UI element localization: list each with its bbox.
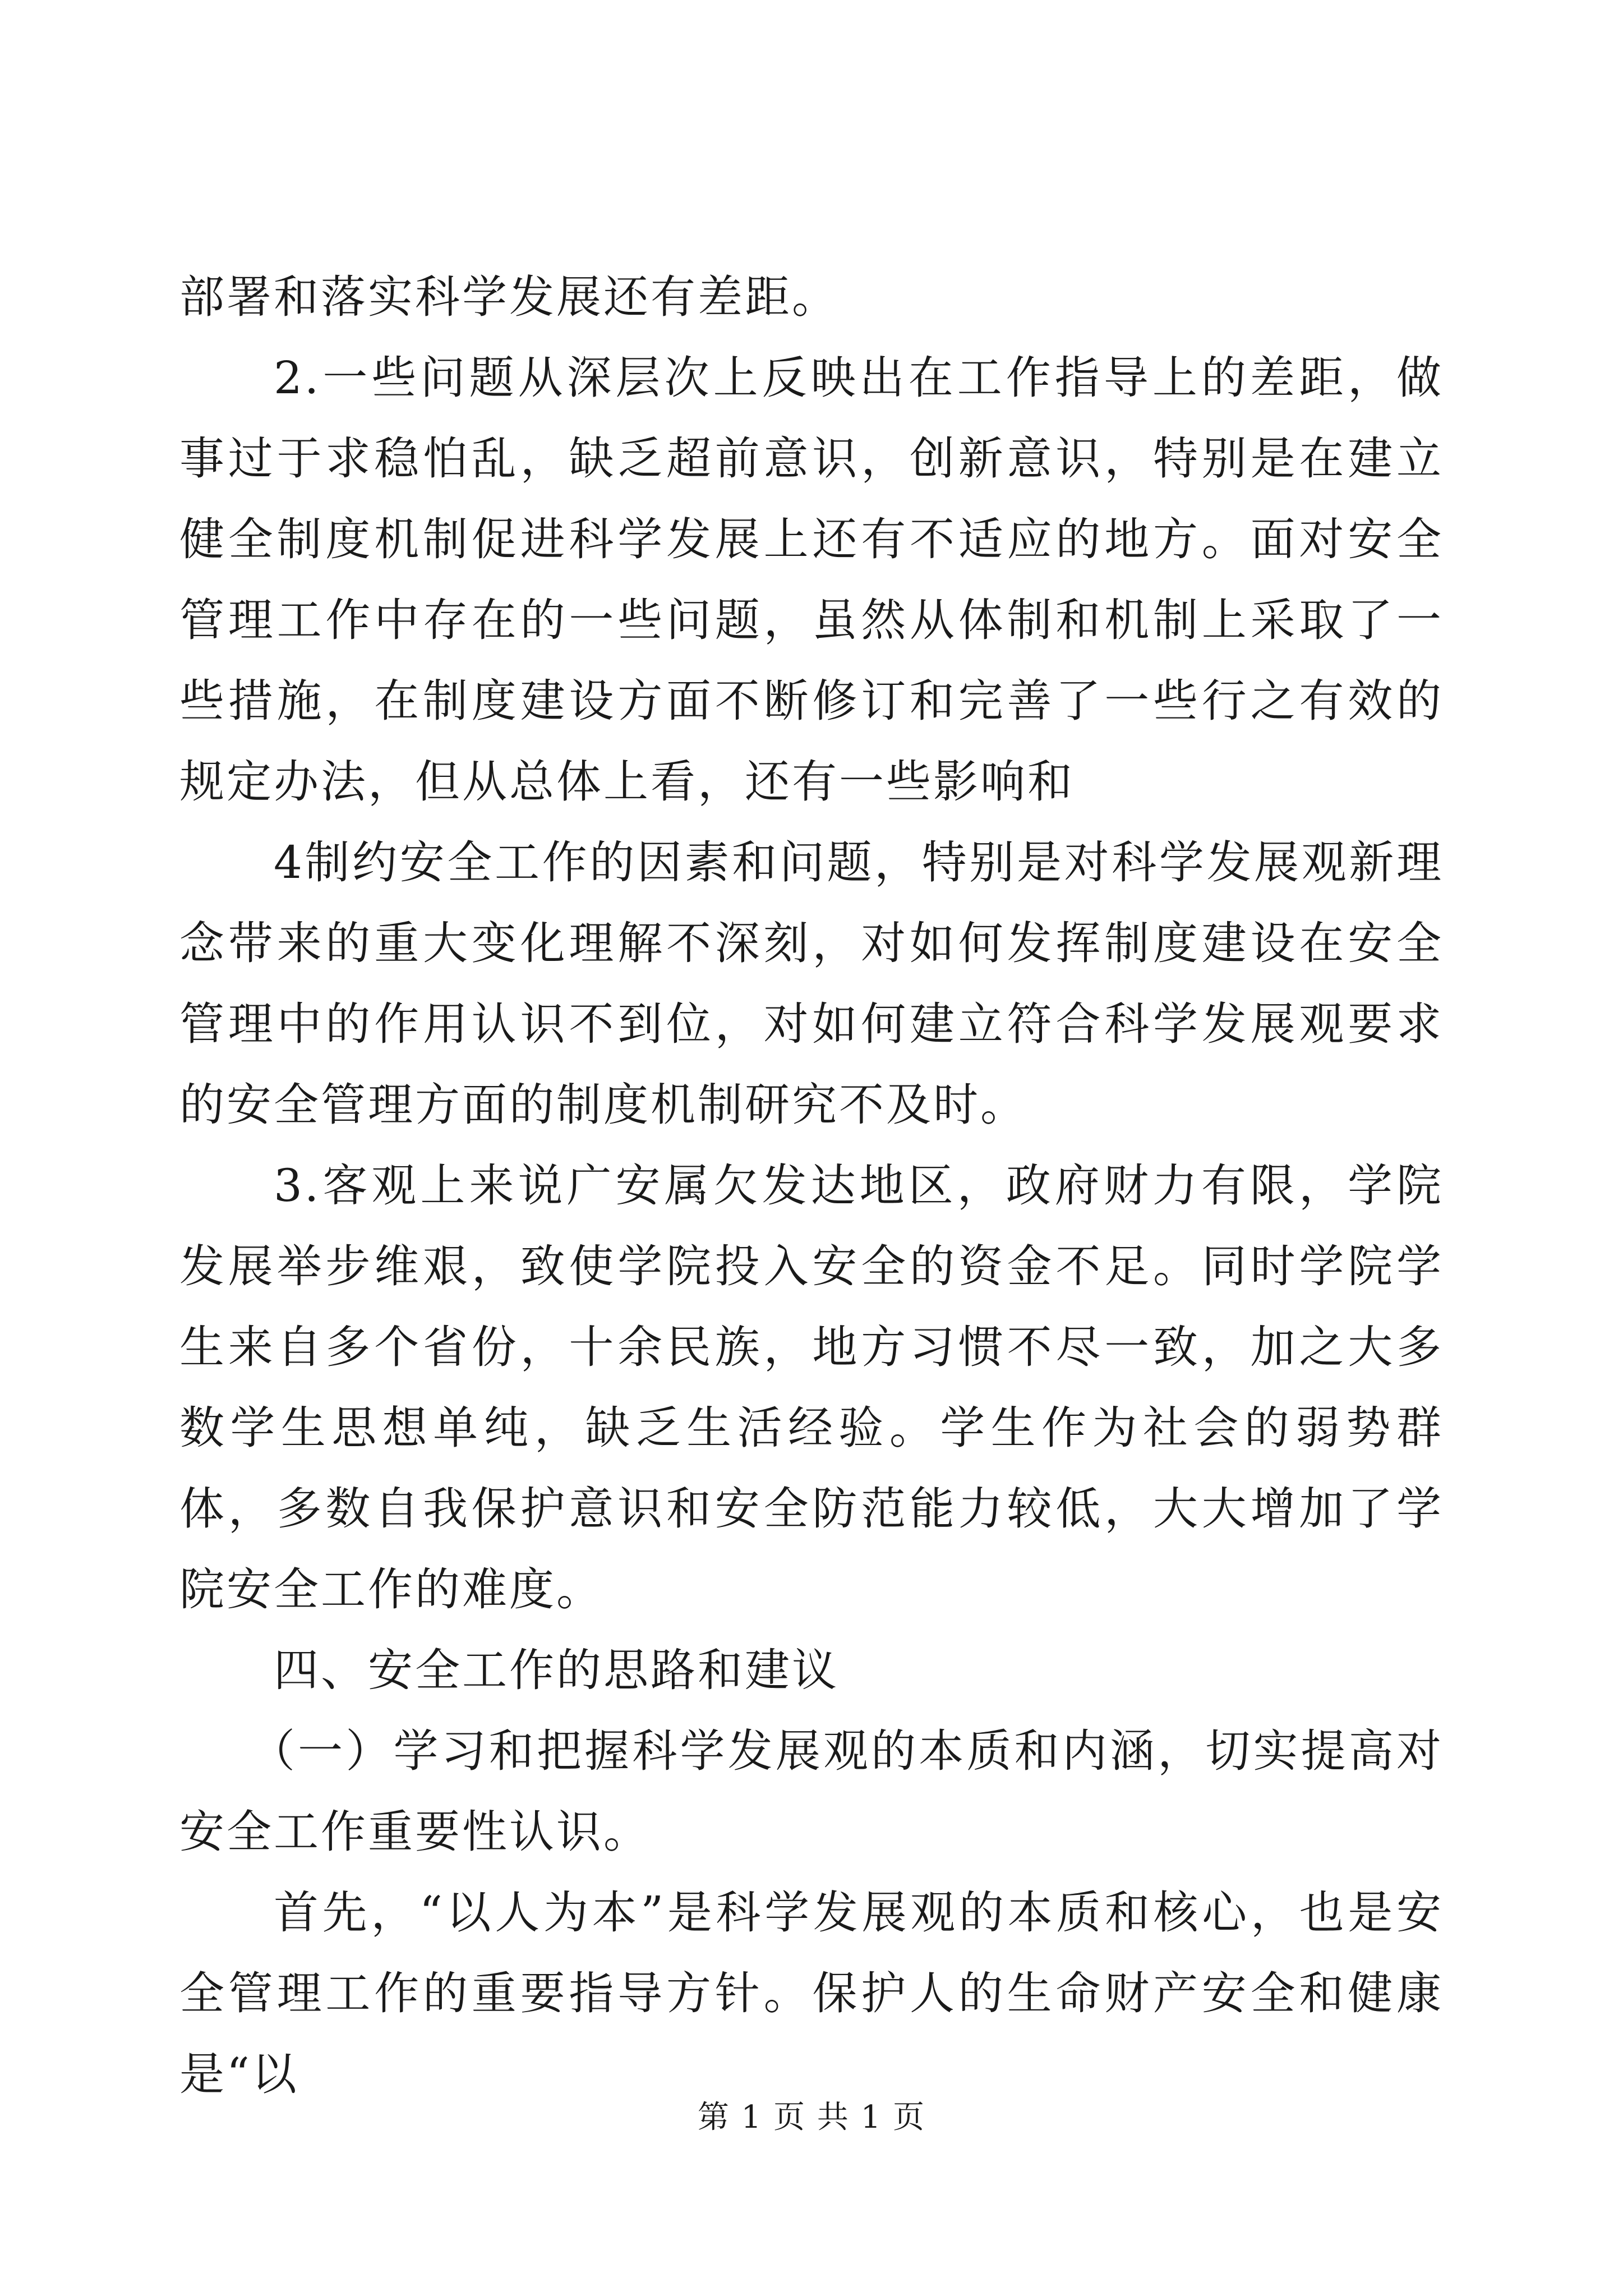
paragraph-point-3: 3.客观上来说广安属欠发达地区，政府财力有限，学院发展举步维艰，致使学院投入安全的资金不足。同时学院学生来自多个省份，十余民族，地方习惯不尽一致，加之大多数学生思想单纯，缺乏生活经验。学生作为社会的弱势群体，多数自我保护意识和安全防范能力较低，大大增加了学院安全工作的难度。	[179, 1159, 1444, 1616]
document-body	[179, 257, 1444, 2115]
paragraph-point-2: 2.一些问题从深层次上反映出在工作指导上的差距，做事过于求稳怕乱，缺乏超前意识，创新意识，特别是在建立健全制度机制促进科学发展上还有不适应的地方。面对安全管理工作中存在的一些问题，虽然从体制和机制上采取了一些措施，在制度建设方面不断修订和完善了一些行之有效的规定办法，但从总体上看，还有一些影响和	[179, 352, 1444, 808]
subsection-heading: （一）学习和把握科学发展观的本质和内涵，切实提高对安全工作重要性认识。	[179, 1725, 1444, 1858]
section-heading: 四、安全工作的思路和建议	[274, 1644, 839, 1696]
paragraph-continuation: 部署和落实科学发展还有差距。	[179, 271, 839, 323]
paragraph-point-4: 4制约安全工作的因素和问题，特别是对科学发展观新理念带来的重大变化理解不深刻，对如何发挥制度建设在安全管理中的作用认识不到位，对如何建立符合科学发展观要求的安全管理方面的制度机制研究不及时。	[179, 836, 1444, 1131]
paragraph-first: 首先，“以人为本”是科学发展观的本质和核心，也是安全管理工作的重要指导方针。保护人的生命财产安全和健康是“以	[179, 1887, 1444, 2100]
page-number-footer: 第 1 页 共 1 页	[697, 2099, 926, 2136]
